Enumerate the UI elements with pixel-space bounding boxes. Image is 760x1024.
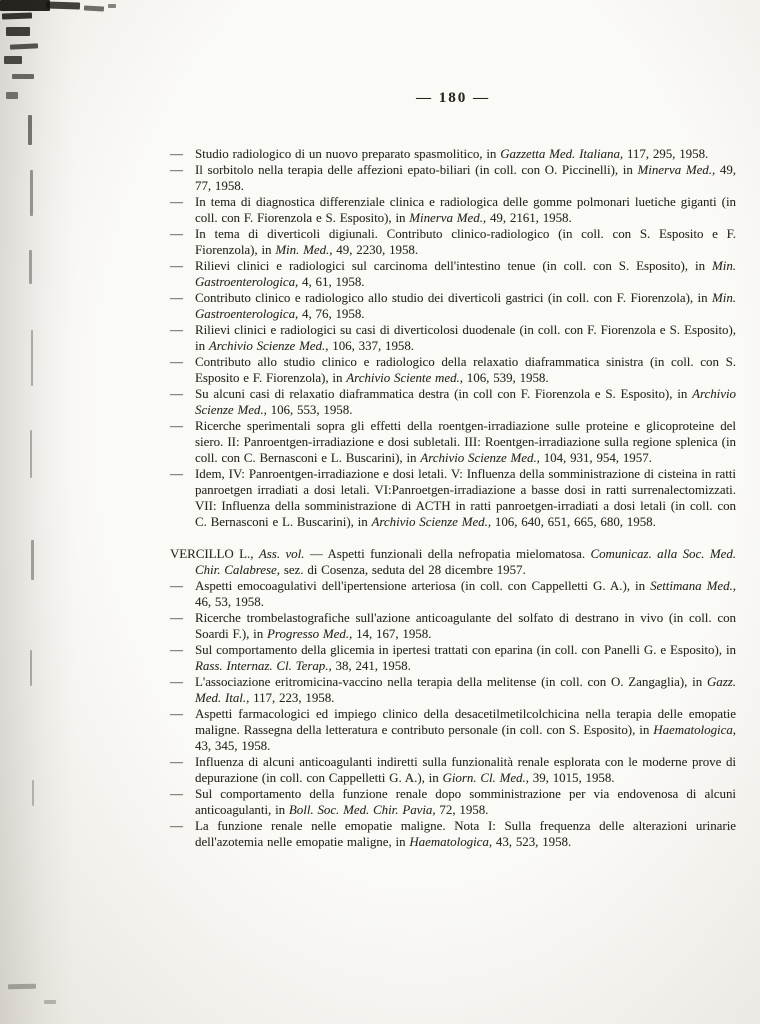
bibliography-entry [170,786,736,818]
entry-text: L'associazione eritromicina-vaccino nella terapia della melitense (in coll. con O. Zangaglia), in [195,675,707,689]
bibliography-entry [170,162,736,194]
journal-title: Gazzetta Med. Italiana, [500,147,624,161]
entry-text: Aspetti farmacologici ed impiego clinico della desacetilmetilcolchicina nella terapia delle emopatie maligne. Rassegna della letteratura e contributo personale (in coll. con S. Esposito), in [195,707,736,737]
entry-dash: — [170,387,183,401]
entry-text: 106, 539, 1958. [462,371,549,385]
ink-mark [30,170,33,216]
entry-text: Rilievi clinici e radiologici sul carcinoma dell'intestino tenue (in coll. con S. Esposito), in [195,259,712,273]
entry-text: Sul comportamento della funzione renale dopo somministrazione per via endovenosa di alcuni anticoagulanti, in [195,787,736,817]
journal-title: Comunicaz. alla Soc. Med. Chir. Calabrese, [195,547,737,577]
bibliography-entry [170,258,736,290]
entry-dash: — [170,611,183,625]
entry-text: 49, 77, 1958. [195,163,736,193]
journal-title: Archivio Scienze Med., [420,451,540,465]
journal-title: Progresso Med., [267,627,353,641]
journal-title: Haematologica, [409,835,493,849]
ink-mark [84,5,104,11]
entry-text: Ricerche trombelastografiche sull'azione anticoagulante del solfato di destrano in vivo (in coll. con Soardi F.), in [195,611,736,641]
entry-text: Contributo allo studio clinico e radiologico della relaxatio diaframmatica sinistra (in coll. con S. Esposito e F. Fiorenzola), in [195,355,736,385]
ink-mark [30,650,32,686]
entry-text: 14, 167, 1958. [352,627,432,641]
entry-dash: — [170,147,183,161]
bibliography-entry [170,226,736,258]
entry-text: 43, 345, 1958. [195,739,271,753]
ink-mark [108,4,116,8]
entry-dash: — [170,675,183,689]
journal-title: Rass. Internaz. Cl. Terap., [195,659,332,673]
bibliography-entry [170,578,736,610]
ink-mark [4,56,22,64]
ink-mark [46,1,80,9]
journal-title: Minerva Med., [637,163,716,177]
entry-text: Contributo clinico e radiologico allo studio dei diverticoli gastrici (in coll. con F. Fiorenzola), in [195,291,712,305]
bibliography-heading-entry [170,546,736,578]
bibliography-entry [170,706,736,754]
journal-title: Minerva Med., [409,211,487,225]
entry-text: 43, 523, 1958. [492,835,572,849]
journal-title: Min. Gastroenterologica, [195,291,736,321]
entry-dash: — [170,419,183,433]
entry-text: sez. di Cosenza, seduta del 28 dicembre 1957. [280,563,526,577]
entry-text: In tema di diagnostica differenziale clinica e radiologica delle gomme polmonari luetiche giganti (in coll. con F. Fiorenzola e S. Esposito), in [195,195,736,225]
ink-mark [0,0,50,11]
ink-mark [44,1000,56,1004]
entry-dash: — [170,291,183,305]
ink-mark [6,27,30,36]
journal-title: Ass. vol. [258,547,305,561]
bibliography-entry [170,194,736,226]
journal-title: Archivio Scienze Med., [371,515,492,529]
journal-title: Boll. Soc. Med. Chir. Pavia, [288,803,436,817]
entry-text: 38, 241, 1958. [331,659,411,673]
entry-dash: — [170,755,183,769]
entry-text: 106, 337, 1958. [328,339,415,353]
journal-title: Giorn. Cl. Med., [442,771,529,785]
journal-title: Archivio Scienze Med., [208,339,329,353]
entry-dash: — [170,163,183,177]
entry-text: Ricerche sperimentali sopra gli effetti della roentgen-irradiazione sulle proteine e glicoproteine del siero. II: Panroentgen-irradiazione e dosi subletali. III: Roentgen-irradiazione sulla regione splenica (in coll. con C. Bernasconi e L. Buscarini), in [195,419,736,465]
ink-mark [2,12,32,19]
ink-mark [6,92,18,99]
bibliography-list [170,146,736,850]
entry-dash: — [170,355,183,369]
bibliography-entry [170,418,736,466]
ink-mark [32,780,34,806]
entry-text: 117, 223, 1958. [249,691,335,705]
journal-title: Settimana Med., [650,579,737,593]
entry-dash: — [170,323,183,337]
page-number: — 180 — [416,90,490,106]
entry-text: VERCILLO L., [170,547,259,561]
bibliography-entry [170,322,736,354]
entry-text: Studio radiologico di un nuovo preparato spasmolitico, in [195,147,501,161]
entry-dash: — [170,707,183,721]
journal-title: Haematologica, [653,723,736,737]
entry-text: In tema di diverticoli digiunali. Contributo clinico-radiologico (in coll. con S. Esposito e F. Fiorenzola), in [195,227,736,257]
bibliography-entry [170,610,736,642]
bibliography-entry [170,354,736,386]
ink-mark [30,430,32,478]
bibliography-entry [170,146,736,162]
ink-mark [31,540,34,580]
entry-dash: — [170,195,183,209]
journal-title: Min. Med., [275,243,333,257]
entry-text: Sul comportamento della glicemia in ipertesi trattati con eparina (in coll. con Panelli G. e Esposito), in [195,643,736,657]
entry-dash: — [170,579,183,593]
entry-text: 106, 553, 1958. [266,403,353,417]
entry-dash: — [170,467,183,481]
entry-text: — Aspetti funzionali della nefropatia mielomatosa. [304,547,591,561]
entry-text: Idem, IV: Panroentgen-irradiazione e dosi letali. V: Influenza della somministrazione di cisteina in ratti panroetgen irradiati a dosi letali. VI:Panroetgen-irradiazione a basse dosi in ratti surrenalectomizzati. VII: Influenza della somministrazione di ACTH in ratti panroetgen-irradiati a dosi letali (in coll. con C. Bernasconi e L. Buscarini), in [195,467,736,529]
ink-mark [31,330,33,386]
ink-mark [28,115,32,145]
journal-title: Archivio Sciente med., [346,371,463,385]
entry-text: 117, 295, 1958. [623,147,709,161]
entry-text: Influenza di alcuni anticoagulanti indiretti sulla funzionalità renale esplorata con le moderne prove di depurazione (in coll. con Cappelletti G. A.), in [195,755,736,785]
entry-text: Il sorbitolo nella terapia delle affezioni epato-biliari (in coll. con O. Piccinelli), in [195,163,638,177]
entry-dash: — [170,819,183,833]
entry-text: 106, 640, 651, 665, 680, 1958. [491,515,656,529]
entry-text: 4, 76, 1958. [298,307,365,321]
bibliography-entry [170,466,736,530]
bibliography-entry [170,818,736,850]
entry-text: 49, 2161, 1958. [486,211,572,225]
entry-text: 104, 931, 954, 1957. [539,451,652,465]
entry-text: 39, 1015, 1958. [528,771,615,785]
entry-text: 46, 53, 1958. [195,595,264,609]
ink-mark [29,250,32,284]
entry-text: 4, 61, 1958. [298,275,365,289]
entry-dash: — [170,643,183,657]
entry-dash: — [170,227,183,241]
bibliography-entry [170,386,736,418]
entry-dash: — [170,259,183,273]
entry-text: Rilievi clinici e radiologici su casi di diverticolosi duodenale (in coll. con F. Fiorenzola e S. Esposito), in [195,323,736,353]
bibliography-entry [170,290,736,322]
journal-title: Min. Gastroenterologica, [195,259,736,289]
entry-text: La funzione renale nelle emopatie maligne. Nota I: Sulla frequenza delle alterazioni urinarie dell'azotemia nelle emopatie maligne, in [195,819,736,849]
ink-mark [10,43,38,49]
entry-text: Su alcuni casi di relaxatio diaframmatica destra (in coll con F. Fiorenzola e S. Esposito), in [195,387,693,401]
entry-text: 72, 1958. [435,803,489,817]
bibliography-entry [170,674,736,706]
journal-title: Gazz. Med. Ital., [195,675,736,705]
ink-mark [12,74,34,79]
bibliography-entry [170,642,736,674]
ink-mark [8,984,36,989]
entry-text: Aspetti emocoagulativi dell'ipertensione arteriosa (in coll. con Cappelletti G. A.), in [195,579,651,593]
bibliography-entry [170,754,736,786]
entry-text: 49, 2230, 1958. [332,243,419,257]
journal-title: Archivio Scienze Med., [195,387,736,417]
entry-dash: — [170,787,183,801]
